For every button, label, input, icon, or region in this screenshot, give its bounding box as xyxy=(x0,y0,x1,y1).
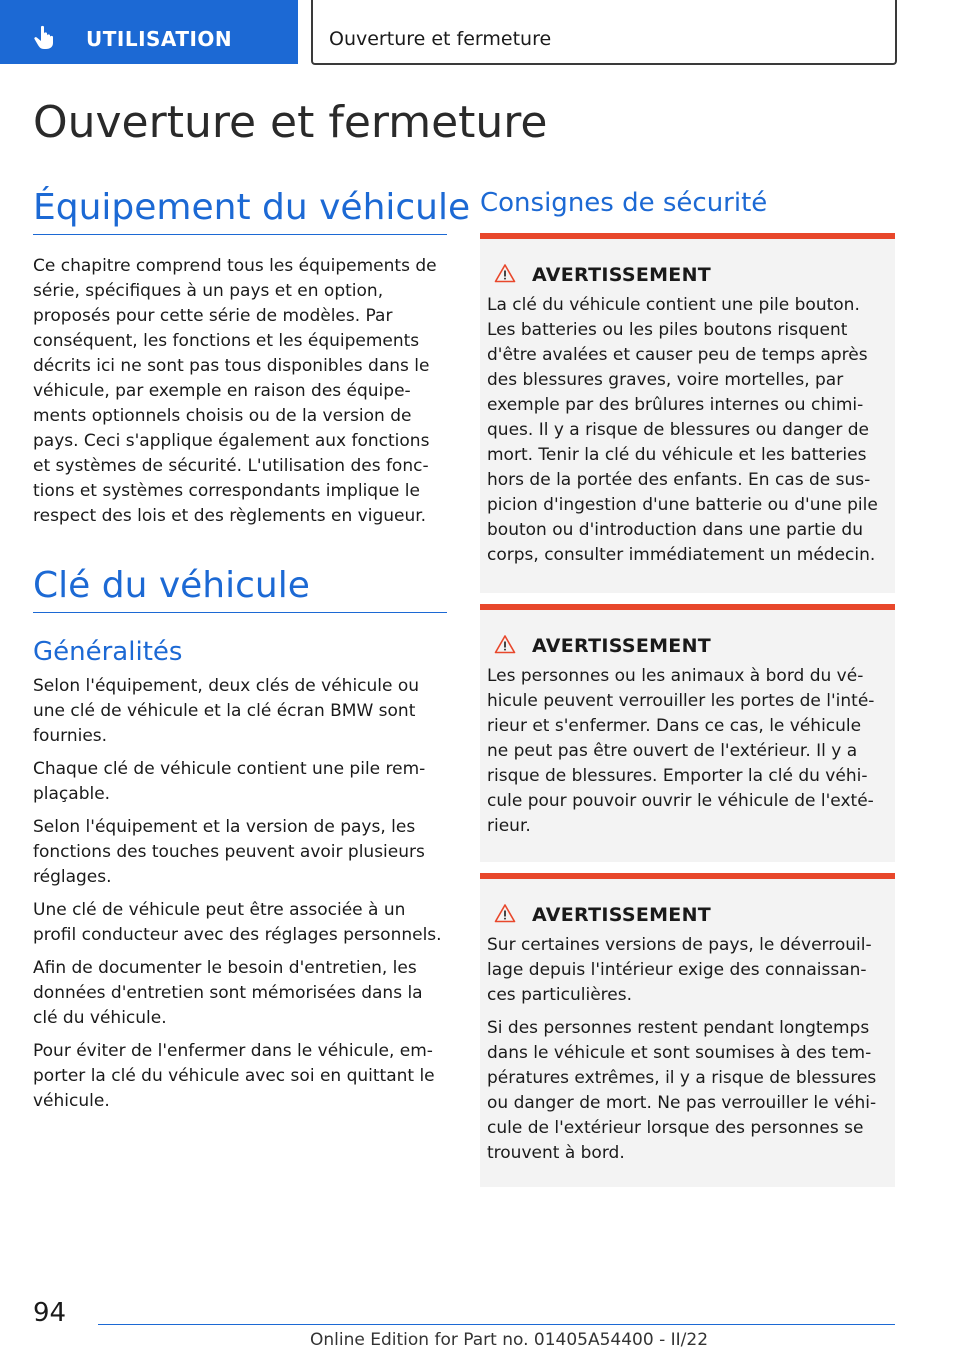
warning-box xyxy=(480,233,895,593)
key-paragraph: Selon l'équipement, deux clés de véhicule ou une clé de véhicule et la clé écran BMW sont fournies. xyxy=(33,676,420,746)
warning-text xyxy=(487,933,887,1174)
chapter-header xyxy=(311,0,897,65)
key-text xyxy=(33,674,447,1122)
page-title: Ouverture et fermeture xyxy=(33,97,548,148)
equipment-rule xyxy=(33,234,447,235)
safety-heading: Consignes de sécurité xyxy=(480,188,768,218)
footer-rule xyxy=(98,1324,895,1325)
warning-header xyxy=(494,263,711,287)
warning-header xyxy=(494,634,711,658)
warning-triangle-icon xyxy=(494,903,516,927)
warning-text xyxy=(487,664,887,847)
chapter-label: Ouverture et fermeture xyxy=(329,28,552,50)
warning-paragraph: La clé du véhicule contient une pile bouton. Les batteries ou les piles boutons risquent d'être avalées et causer peu de temps après des blessures graves, voire mortelles, par exemple par des brûlures internes ou chimiques. Il y a risque de blessures ou danger de mort. Tenir la clé du véhicule et les batteries hors de la portée des enfants. En cas de suspicion d'ingestion d'une batterie ou d'une pile bouton ou d'introduction dans une partie du corps, consulter immédiatement un médecin. xyxy=(487,295,878,565)
page-number: 94 xyxy=(33,1298,67,1328)
warning-title: AVERTISSEMENT xyxy=(532,635,712,657)
warning-box xyxy=(480,873,895,1187)
footer-edition: Online Edition for Part no. 01405A54400 - II/22 xyxy=(310,1330,709,1350)
key-paragraph: Une clé de véhicule peut être associée à un profil conducteur avec des réglages personnels. xyxy=(33,900,442,945)
key-paragraph: Chaque clé de véhicule contient une pile remplaçable. xyxy=(33,759,426,804)
section-label: UTILISATION xyxy=(86,27,233,51)
warning-text xyxy=(487,293,887,576)
key-subheading: Généralités xyxy=(33,637,183,667)
warning-box xyxy=(480,604,895,862)
key-paragraph: Afin de documenter le besoin d'entretien, les données d'entretien sont mémorisées dans la clé du véhicule. xyxy=(33,958,423,1028)
key-paragraph: Pour éviter de l'enfermer dans le véhicule, emporter la clé du véhicule avec soi en quittant le véhicule. xyxy=(33,1041,435,1111)
equipment-paragraph: Ce chapitre comprend tous les équipements de série, spécifiques à un pays et en option, proposés pour cette série de modèles. Par conséquent, les fonctions et les équipements décrits ici ne sont pas tous disponibles dans le véhicule, par exemple en raison des équipements optionnels choisis ou de la version de pays. Ceci s'applique également aux fonctions et systèmes de sécurité. L'utilisation des fonctions et systèmes correspondants implique le respect des lois et des règlements en vigueur. xyxy=(33,256,437,526)
warning-paragraph: Les personnes ou les animaux à bord du véhicule peuvent verrouiller les portes de l'intérieur et s'enfermer. Dans ce cas, le véhicule ne peut pas être ouvert de l'extérieur. Il y a risque de blessures. Emporter la clé du véhicule pour pouvoir ouvrir le véhicule de l'extérieur. xyxy=(487,666,875,836)
warning-triangle-icon xyxy=(494,263,516,287)
pointing-hand-icon xyxy=(32,24,58,54)
key-paragraph: Selon l'équipement et la version de pays, les fonctions des touches peuvent avoir plusieurs réglages. xyxy=(33,817,425,887)
warning-header xyxy=(494,903,711,927)
key-heading: Clé du véhicule xyxy=(33,565,310,606)
warning-paragraph: Si des personnes restent pendant longtemps dans le véhicule et sont soumises à des températures extrêmes, il y a risque de blessures ou danger de mort. Ne pas verrouiller le véhicule de l'extérieur lorsque des personnes se trouvent à bord. xyxy=(487,1018,877,1163)
warning-paragraph: Sur certaines versions de pays, le déverrouillage depuis l'intérieur exige des connaissances particulières. xyxy=(487,935,872,1005)
equipment-heading: Équipement du véhicule xyxy=(33,187,471,228)
warning-title: AVERTISSEMENT xyxy=(532,904,712,926)
warning-triangle-icon xyxy=(494,634,516,658)
warning-title: AVERTISSEMENT xyxy=(532,264,712,286)
key-rule xyxy=(33,612,447,613)
equipment-text xyxy=(33,254,447,537)
section-tab xyxy=(0,0,298,64)
